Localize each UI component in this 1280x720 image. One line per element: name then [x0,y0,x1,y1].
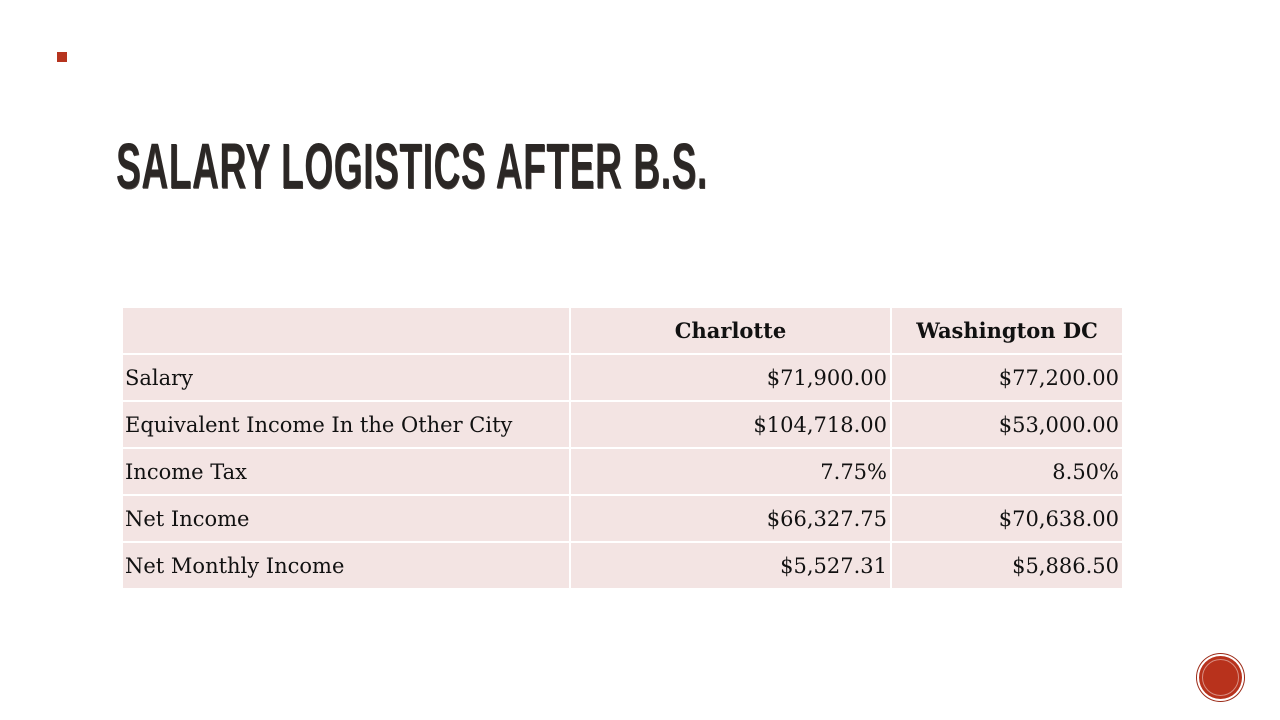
charlotte-value: $71,900.00 [570,354,891,401]
table-row [123,495,1123,542]
row-label: Income Tax [123,448,570,495]
table-row [123,542,1123,589]
header-washington-dc: Washington DC [891,308,1123,354]
washington-value: 8.50% [891,448,1123,495]
charlotte-value: 7.75% [570,448,891,495]
washington-value: $77,200.00 [891,354,1123,401]
charlotte-value: $104,718.00 [570,401,891,448]
row-label: Net Monthly Income [123,542,570,589]
row-label: Equivalent Income In the Other City [123,401,570,448]
charlotte-value: $5,527.31 [570,542,891,589]
washington-value: $53,000.00 [891,401,1123,448]
salary-comparison-table [123,308,1124,590]
table-row [123,448,1123,495]
table-header-row [123,308,1123,354]
slide-title: SALARY LOGISTICS AFTER B.S. [116,130,708,202]
row-label: Net Income [123,495,570,542]
charlotte-value: $66,327.75 [570,495,891,542]
table-row [123,401,1123,448]
washington-value: $70,638.00 [891,495,1123,542]
header-empty-cell [123,308,570,354]
header-charlotte: Charlotte [570,308,891,354]
title-bullet-icon [57,52,67,62]
table-row [123,354,1123,401]
slide-badge-icon [1197,654,1244,701]
row-label: Salary [123,354,570,401]
washington-value: $5,886.50 [891,542,1123,589]
